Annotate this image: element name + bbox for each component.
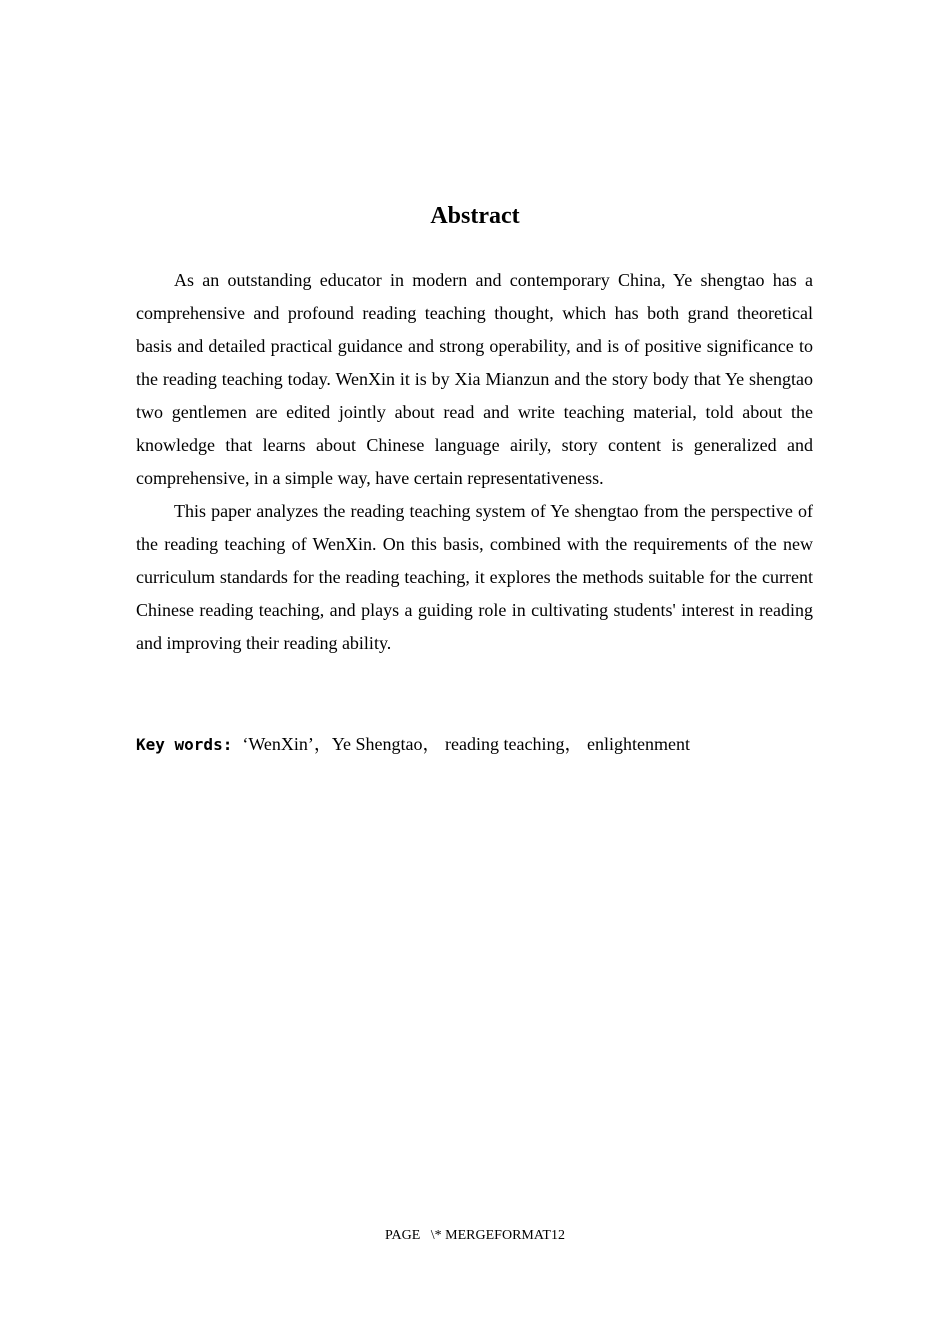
page-footer [0,1226,950,1246]
keywords-list: ‘WenXin’，Ye Shengtao， reading teaching， enlightenment [242,734,690,754]
abstract-paragraph-2: This paper analyzes the reading teaching system of Ye shengtao from the perspective of the reading teaching of WenXin. On this basis, combined with the requirements of the new curriculum standards for the reading teaching, it explores the methods suitable for the current Chinese reading teaching, and plays a guiding role in cultivating students' interest in reading and improving their reading ability. [136,501,813,653]
page-number-field: PAGE \* MERGEFORMAT12 [385,1228,565,1243]
keywords-label: Key words: [136,735,233,754]
abstract-title: Abstract [430,203,520,229]
abstract-body [136,264,813,660]
keywords-line [136,728,836,761]
abstract-paragraph-1: As an outstanding educator in modern and contemporary China, Ye shengtao has a comprehensive and profound reading teaching thought, which has both grand theoretical basis and detailed practical guidance and strong operability, and is of positive significance to the reading teaching today. WenXin it is by Xia Mianzun and the story body that Ye shengtao two gentlemen are edited jointly about read and write teaching material, told about the knowledge that learns about Chinese language airily, story content is generalized and comprehensive, in a simple way, have certain representativeness. [136,270,813,488]
